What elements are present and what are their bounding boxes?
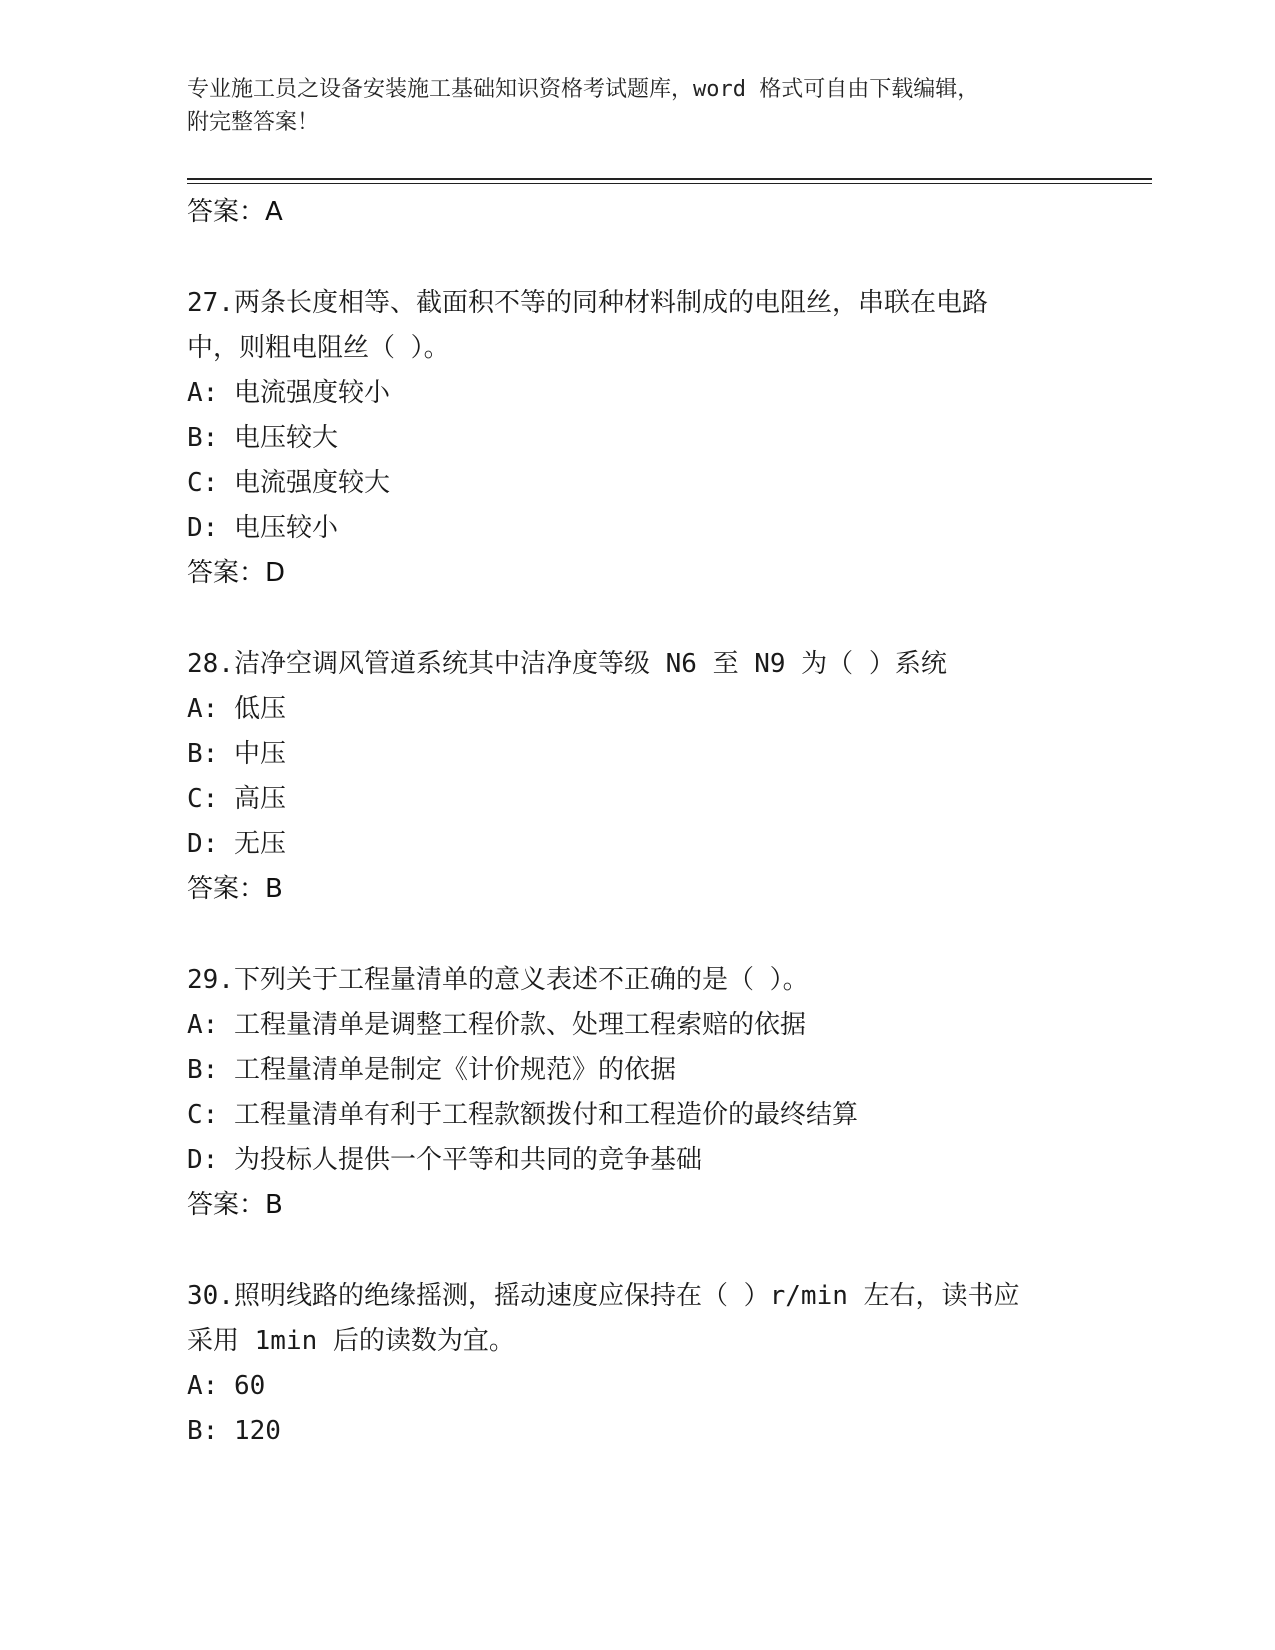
spacer bbox=[187, 235, 1087, 281]
option-c: C: 高压 bbox=[187, 784, 286, 814]
answer-line: 答案：B bbox=[187, 1190, 283, 1220]
header-line-1: 专业施工员之设备安装施工基础知识资格考试题库，word 格式可自由下载编辑， bbox=[187, 77, 980, 102]
question-block bbox=[187, 642, 1087, 912]
answer-line: 答案：A bbox=[187, 197, 283, 227]
question-text: 30.照明线路的绝缘摇测，摇动速度应保持在（ ）r/min 左右，读书应 bbox=[187, 1281, 1020, 1311]
option-a: A: 电流强度较小 bbox=[187, 378, 390, 408]
option-d: D: 无压 bbox=[187, 829, 286, 859]
question-text: 28.洁净空调风管道系统其中洁净度等级 N6 至 N9 为（ ）系统 bbox=[187, 649, 947, 679]
spacer bbox=[187, 1228, 1087, 1274]
answer-line: 答案：D bbox=[187, 558, 286, 588]
question-block bbox=[187, 1274, 1087, 1454]
question-text: 27.两条长度相等、截面积不等的同种材料制成的电阻丝，串联在电路 bbox=[187, 288, 988, 318]
header-rule-thick bbox=[187, 178, 1152, 180]
question-text: 中，则粗电阻丝（ ）。 bbox=[187, 333, 450, 363]
question-list bbox=[187, 190, 1087, 1454]
option-d: D: 电压较小 bbox=[187, 513, 338, 543]
header-rule-thin bbox=[187, 183, 1152, 184]
question-block bbox=[187, 281, 1087, 596]
option-a: A: 60 bbox=[187, 1371, 266, 1401]
option-c: C: 电流强度较大 bbox=[187, 468, 390, 498]
spacer bbox=[187, 912, 1087, 958]
spacer bbox=[187, 596, 1087, 642]
option-a: A: 低压 bbox=[187, 694, 286, 724]
option-b: B: 120 bbox=[187, 1416, 281, 1446]
option-a: A: 工程量清单是调整工程价款、处理工程索赔的依据 bbox=[187, 1010, 806, 1040]
document-header bbox=[187, 73, 1077, 139]
option-b: B: 工程量清单是制定《计价规范》的依据 bbox=[187, 1055, 676, 1085]
question-text: 29.下列关于工程量清单的意义表述不正确的是（ ）。 bbox=[187, 965, 809, 995]
option-b: B: 电压较大 bbox=[187, 423, 338, 453]
header-line-2: 附完整答案！ bbox=[187, 110, 320, 135]
option-c: C: 工程量清单有利于工程款额拨付和工程造价的最终结算 bbox=[187, 1100, 858, 1130]
question-text: 采用 1min 后的读数为宜。 bbox=[187, 1326, 515, 1356]
option-b: B: 中压 bbox=[187, 739, 286, 769]
answer-line: 答案：B bbox=[187, 874, 283, 904]
question-block bbox=[187, 958, 1087, 1228]
option-d: D: 为投标人提供一个平等和共同的竞争基础 bbox=[187, 1145, 702, 1175]
